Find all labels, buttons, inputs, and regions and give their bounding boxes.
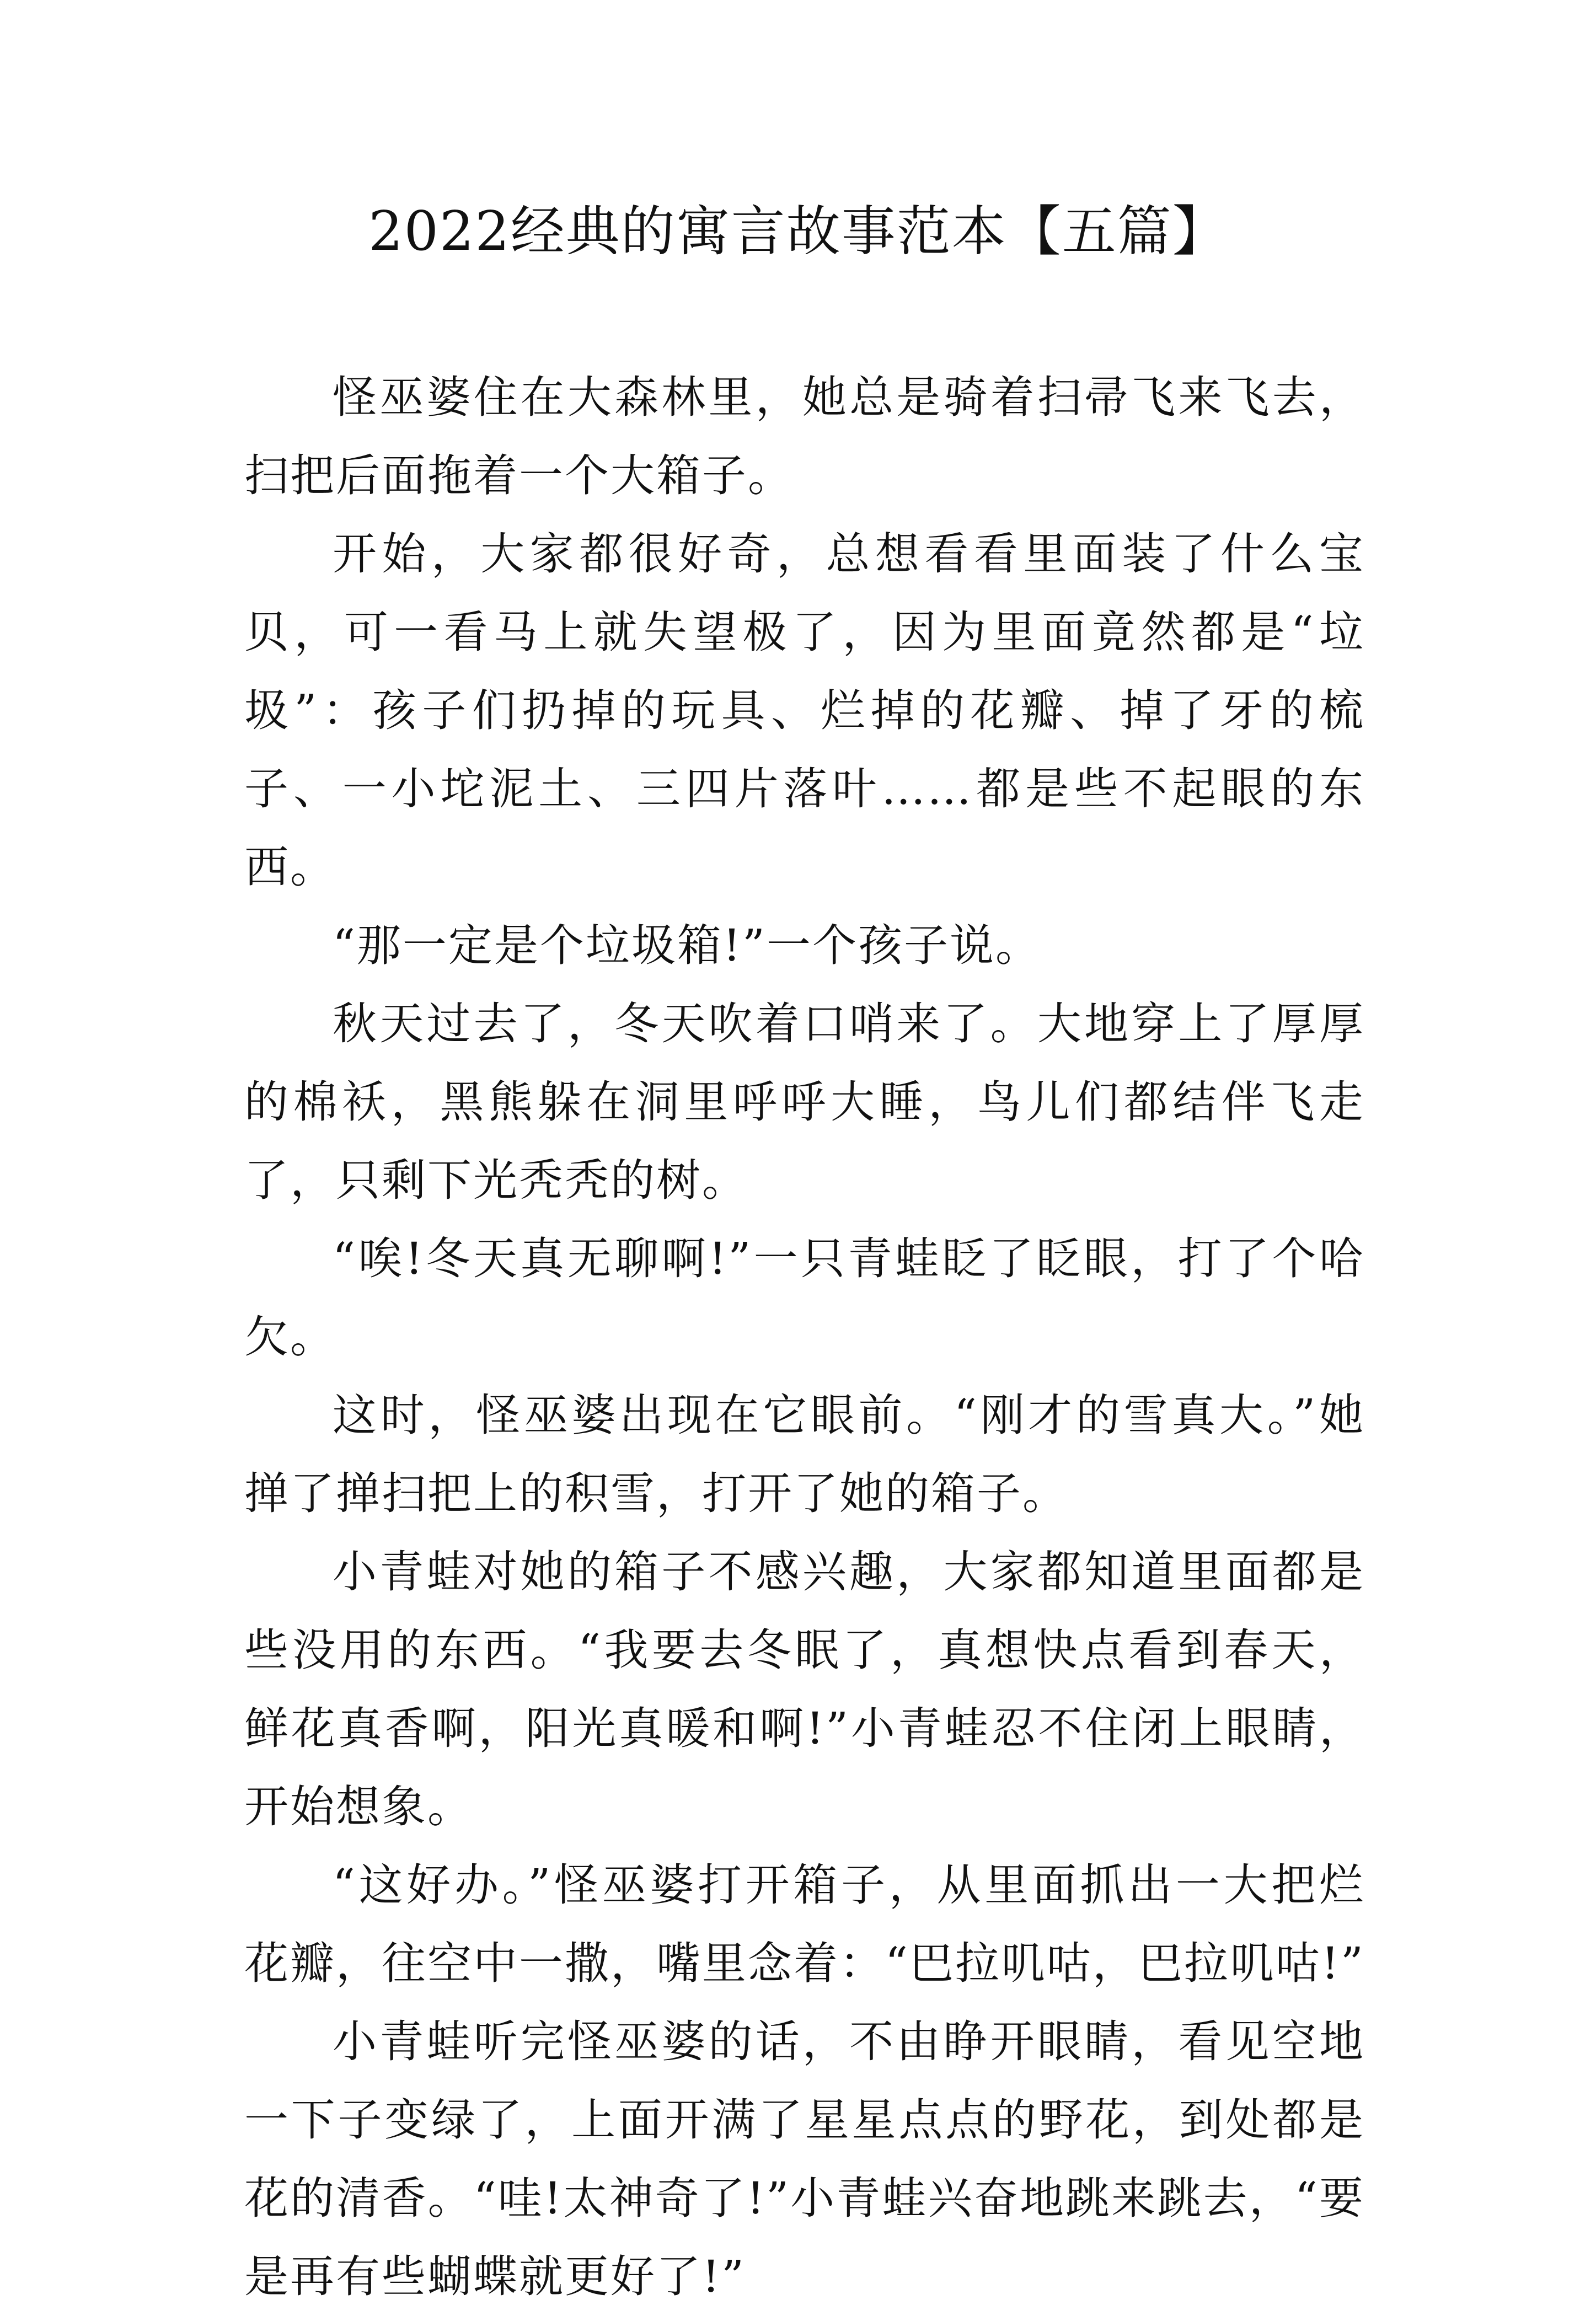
paragraph-2: 开始，大家都很好奇，总想看看里面装了什么宝贝，可一看马上就失望极了，因为里面竟然都是“垃圾”：孩子们扔掉的玩具、烂掉的花瓣、掉了牙的梳子、一小坨泥土、三四片落叶……都是些不起眼的东西。	[244, 528, 1365, 893]
paragraph-6: 这时，怪巫婆出现在它眼前。“刚才的雪真大。”她掸了掸扫把上的积雪，打开了她的箱子。	[244, 1390, 1365, 1519]
paragraph-7: 小青蛙对她的箱子不感兴趣，大家都知道里面都是些没用的东西。“我要去冬眠了，真想快点看到春天，鲜花真香啊，阳光真暖和啊!”小青蛙忍不住闭上眼睛，开始想象。	[244, 1546, 1365, 1832]
paragraph-8: “这好办。”怪巫婆打开箱子，从里面抓出一大把烂花瓣，往空中一撒，嘴里念着：“巴拉叽咕，巴拉叽咕!”	[244, 1859, 1365, 1989]
document-title: 2022经典的寓言故事范本【五篇】	[368, 200, 1228, 263]
paragraph-1: 怪巫婆住在大森林里，她总是骑着扫帚飞来飞去，扫把后面拖着一个大箱子。	[244, 372, 1365, 501]
paragraph-3: “那一定是个垃圾箱!”一个孩子说。	[333, 920, 1041, 971]
document-body	[244, 358, 1365, 2316]
paragraph-5: “唉!冬天真无聊啊!”一只青蛙眨了眨眼，打了个哈欠。	[244, 1233, 1365, 1363]
paragraph-9: 小青蛙听完怪巫婆的话，不由睁开眼睛，看见空地一下子变绿了，上面开满了星星点点的野花，到处都是花的清香。“哇!太神奇了!”小青蛙兴奋地跳来跳去，“要是再有些蝴蝶就更好了!”	[244, 2016, 1365, 2302]
paragraph-4: 秋天过去了，冬天吹着口哨来了。大地穿上了厚厚的棉袄，黑熊躲在洞里呼呼大睡，鸟儿们都结伴飞走了，只剩下光秃秃的树。	[244, 998, 1365, 1206]
